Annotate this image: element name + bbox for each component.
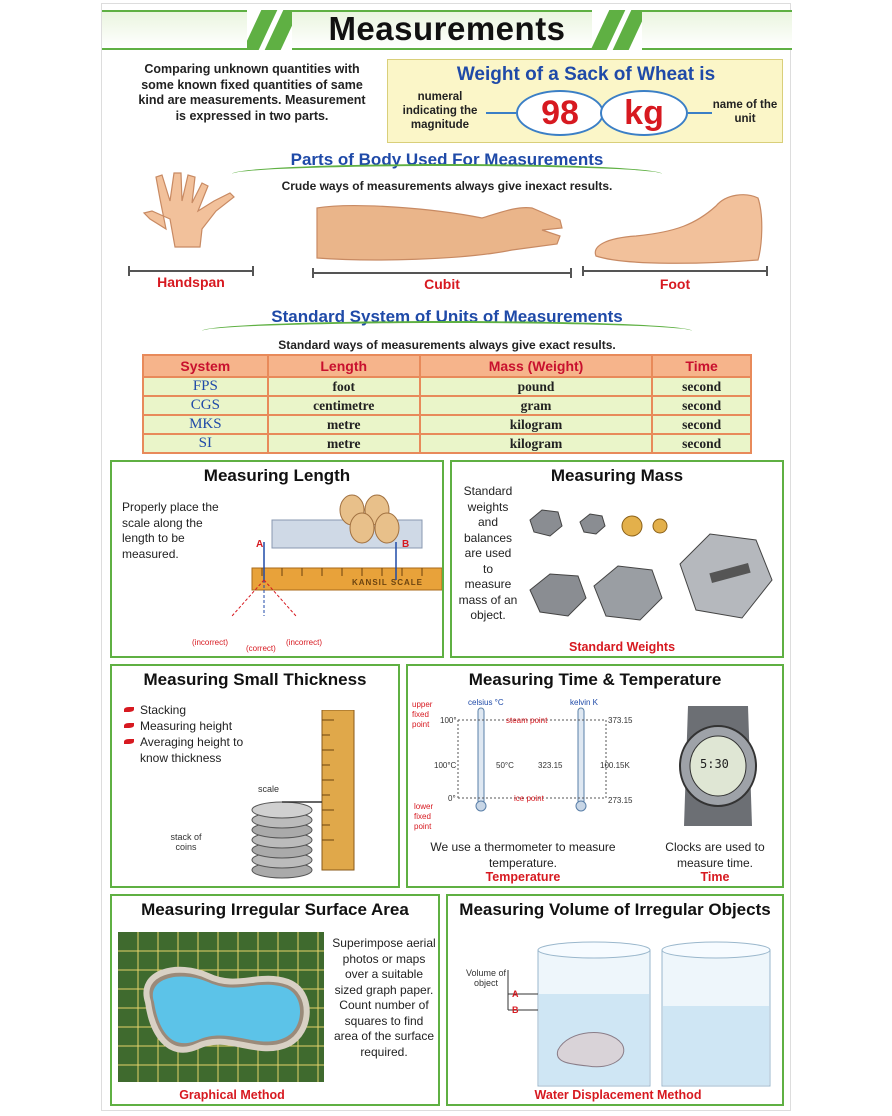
table-cell: MKS bbox=[143, 415, 268, 434]
wheat-heading: Weight of a Sack of Wheat is bbox=[456, 64, 716, 85]
table-cell: metre bbox=[268, 415, 420, 434]
coins-label: stack of coins bbox=[170, 832, 202, 852]
standard-heading-text: Standard System of Units of Measurements bbox=[271, 307, 623, 326]
scale-label: scale bbox=[258, 784, 280, 794]
table-cell: second bbox=[652, 415, 751, 434]
mass-caption: Standard Weights bbox=[568, 640, 676, 654]
upper-fixed-point-label: upper fixed point bbox=[412, 700, 433, 729]
handspan-label: Handspan bbox=[157, 274, 225, 290]
steam-point-label: steam point bbox=[506, 716, 548, 725]
coins-and-scale-icon bbox=[242, 710, 400, 880]
surface-caption: Graphical Method bbox=[179, 1088, 285, 1102]
level-b-label: B bbox=[512, 1005, 519, 1015]
thermometer-text: We use a thermometer to measure temperature. bbox=[430, 840, 616, 870]
table-row bbox=[143, 415, 751, 434]
foot-ruler bbox=[582, 270, 768, 272]
standard-heading bbox=[202, 307, 692, 327]
celsius-label: celsius °C bbox=[468, 698, 504, 707]
table-row bbox=[143, 396, 751, 415]
list-item: Stacking bbox=[124, 702, 254, 718]
column-header: System bbox=[143, 355, 268, 377]
panel-title: Measuring Irregular Surface Area bbox=[141, 900, 409, 919]
c50-label: 50°C bbox=[496, 761, 514, 770]
kelvin-label: kelvin K bbox=[570, 698, 599, 707]
handspan-ruler bbox=[128, 270, 254, 272]
column-header: Mass (Weight) bbox=[420, 355, 653, 377]
body-parts-heading bbox=[232, 150, 662, 170]
table-cell: metre bbox=[268, 434, 420, 453]
standard-weights-icon bbox=[520, 490, 780, 640]
c100b-label: 100°C bbox=[434, 761, 457, 770]
point-b-label: B bbox=[402, 539, 410, 550]
table-cell: kilogram bbox=[420, 415, 653, 434]
table-cell: second bbox=[652, 434, 751, 453]
mass-text: Standard weights and balances are used to measure mass of an object. bbox=[458, 484, 518, 622]
foot-label: Foot bbox=[659, 276, 691, 292]
small-thickness-panel bbox=[110, 664, 400, 888]
arm-icon bbox=[312, 200, 567, 270]
column-header: Length bbox=[268, 355, 420, 377]
column-header: Time bbox=[652, 355, 751, 377]
point-a-label: A bbox=[256, 539, 264, 550]
table-cell: centimetre bbox=[268, 396, 420, 415]
standard-subtitle: Standard ways of measurements always give exact results. bbox=[278, 338, 616, 352]
temperature-caption: Temperature bbox=[485, 870, 561, 884]
cubit-label: Cubit bbox=[424, 276, 460, 292]
level-a-label: A bbox=[512, 989, 519, 999]
graph-paper-pool-icon bbox=[118, 932, 324, 1082]
panel-title: Measuring Length bbox=[203, 466, 351, 485]
foot-icon bbox=[586, 186, 766, 266]
k32315-label: 323.15 bbox=[538, 761, 563, 770]
scale-brand: KANSIL SCALE bbox=[352, 578, 423, 587]
measuring-mass-panel bbox=[450, 460, 784, 658]
table-cell: kilogram bbox=[420, 434, 653, 453]
unit-label: name of the unit bbox=[712, 99, 778, 125]
table-row bbox=[143, 434, 751, 453]
table-cell: SI bbox=[143, 434, 268, 453]
body-parts-heading-text: Parts of Body Used For Measurements bbox=[290, 150, 604, 169]
panel-title: Measuring Small Thickness bbox=[143, 670, 367, 689]
numeral-label: numeral indicating the magnitude bbox=[402, 91, 478, 131]
panel-title: Measuring Mass bbox=[550, 466, 684, 485]
intro-text: Comparing unknown quantities with some known fixed quantities of same kind are measurements. Measurement is expressed in two parts. bbox=[138, 62, 366, 123]
table-cell: second bbox=[652, 377, 751, 396]
svg-text:5:30: 5:30 bbox=[700, 757, 729, 771]
volume-caption: Water Displacement Method bbox=[534, 1088, 702, 1102]
body-parts-subtitle: Crude ways of measurements always give inexact results. bbox=[281, 179, 613, 193]
page-title: Measurements bbox=[328, 10, 566, 47]
k37315-label: 373.15 bbox=[608, 716, 633, 725]
length-text: Properly place the scale along the length to be measured. bbox=[122, 500, 219, 561]
volume-panel bbox=[446, 894, 784, 1106]
header bbox=[102, 4, 792, 54]
value-ellipse: 98 bbox=[516, 90, 604, 136]
time-temperature-panel bbox=[406, 664, 784, 888]
correct-label: (correct) bbox=[246, 644, 276, 653]
table-cell: gram bbox=[420, 396, 653, 415]
k27315-label: 273.15 bbox=[608, 796, 633, 805]
connector-line bbox=[688, 112, 712, 114]
thickness-bullets bbox=[124, 702, 254, 766]
unit-ellipse: kg bbox=[600, 90, 688, 136]
time-caption: Time bbox=[700, 870, 730, 884]
incorrect-right-label: (incorrect) bbox=[286, 638, 323, 647]
table-header-row bbox=[143, 355, 751, 377]
wristwatch-icon bbox=[668, 696, 768, 836]
units-table bbox=[142, 354, 752, 454]
lower-fixed-point-label: lower fixed point bbox=[414, 802, 434, 831]
incorrect-left-label: (incorrect) bbox=[192, 638, 229, 647]
panel-title: Measuring Time & Temperature bbox=[468, 670, 722, 689]
table-cell: second bbox=[652, 396, 751, 415]
cubit-ruler bbox=[312, 272, 572, 274]
list-item: Measuring height bbox=[124, 718, 254, 734]
surface-text: Superimpose aerial photos or maps over a suitable sized graph paper. Count number of squares to find area of the surface required. bbox=[332, 936, 436, 1059]
c0-label: 0° bbox=[448, 794, 456, 803]
table-cell: CGS bbox=[143, 396, 268, 415]
panel-title: Measuring Volume of Irregular Objects bbox=[459, 900, 771, 919]
c100-label: 100° bbox=[440, 716, 457, 725]
wheat-example-box bbox=[387, 59, 783, 143]
volume-object-label: Volume of object bbox=[465, 968, 507, 988]
table-cell: FPS bbox=[143, 377, 268, 396]
list-item: Averaging height to know thickness bbox=[124, 734, 254, 766]
table-cell: foot bbox=[268, 377, 420, 396]
k10015-label: 100.15K bbox=[600, 761, 630, 770]
measuring-length-panel bbox=[110, 460, 444, 658]
clock-text: Clocks are used to measure time. bbox=[665, 840, 765, 870]
surface-area-panel bbox=[110, 894, 440, 1106]
table-cell: pound bbox=[420, 377, 653, 396]
ice-point-label: ice point bbox=[514, 794, 544, 803]
poster bbox=[101, 3, 791, 1111]
connector-line bbox=[486, 112, 516, 114]
beakers-icon bbox=[498, 940, 778, 1090]
table-row bbox=[143, 377, 751, 396]
hand-icon bbox=[130, 169, 260, 249]
